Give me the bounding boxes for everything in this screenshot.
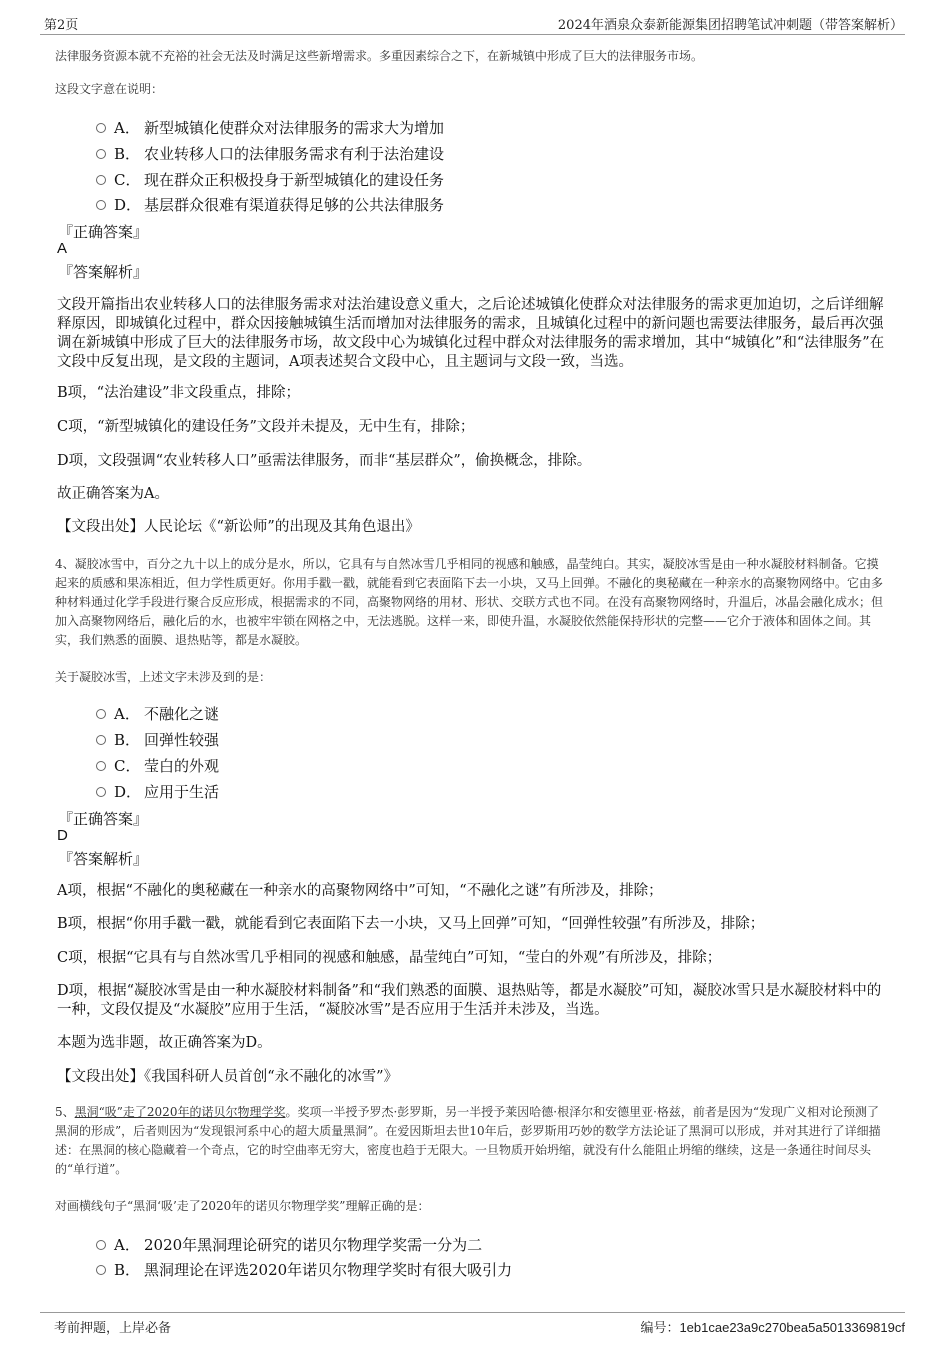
radio-icon[interactable] <box>96 735 106 745</box>
q4-passage: 4、凝胶冰雪中，百分之九十以上的成分是水，所以，它具有与自然冰雪几乎相同的视感和触感，晶莹纯白。其实，凝胶冰雪是由一种水凝胶材料制备。它摸起来的质感和果冻相近，但力学性质更好。你用手戳一戳，就能看到它表面陷下去一小块，又马上回弹。不融化的奥秘藏在一种亲水的高聚物网络中。它由多种材料通过化学手段进行聚合反应形成，根据需求的不同，高聚物网络的用材、形状、交联方式也不同。在没有高聚物网络时，升温后，冰晶会融化成水；但加入高聚物网络后，融化后的水，也被牢牢锁在网格之中，无法逃脱。这样一来，即使升温，水凝胶依然能保持形状的完整——它介于液体和固体之间。其实，我们熟悉的面膜、退热贴等，都是水凝胶。 <box>55 557 884 647</box>
q4-option-b[interactable]: B． 回弹性较强 <box>96 729 219 750</box>
option-text: 回弹性较强 <box>144 731 220 749</box>
q5-passage-rest: 。奖项一半授予罗杰·彭罗斯，另一半授予莱因哈德·根泽尔和安德里亚·格兹，前者是因为“发现广义相对论预测了黑洞的形成”，后者则因为“发现银河系中心的超大质量黑洞”。在爱因斯坦去世10年后，彭罗斯用巧妙的数学方法论证了黑洞可以形成，并对其进行了详细描述：在黑洞的核心隐藏着一个奇点，它的时空曲率无穷大，密度也趋于无限大。一旦物质开始坍缩，就没有什么能阻止坍缩的继续，这是一条通往时间尽头的“单行道”。 <box>55 1105 881 1176</box>
option-text: 应用于生活 <box>144 783 220 801</box>
radio-icon[interactable] <box>96 175 106 185</box>
q5-option-b[interactable]: B． 黑洞理论在评选2020年诺贝尔物理学奖时有很大吸引力 <box>96 1259 512 1280</box>
radio-icon[interactable] <box>96 787 106 797</box>
q4-option-a[interactable]: A． 不融化之谜 <box>96 703 219 724</box>
q3-stem: 这段文字意在说明： <box>55 82 164 96</box>
q3-analysis-b: B项，“法治建设”非文段重点，排除； <box>57 385 300 401</box>
q5-option-a[interactable]: A． 2020年黑洞理论研究的诺贝尔物理学奖需一分为二 <box>96 1234 482 1255</box>
q4-analysis-a: A项，根据“不融化的奥秘藏在一种亲水的高聚物网络中”可知，“不融化之谜”有所涉及，排除； <box>57 883 663 899</box>
option-text: 现在群众正积极投身于新型城镇化的建设任务 <box>144 171 445 189</box>
document-id: 编号：1eb1cae23a9c270bea5a5013369819cf <box>640 1320 905 1335</box>
radio-icon[interactable] <box>96 1240 106 1250</box>
q3-answer: A <box>57 240 68 257</box>
option-text: 不融化之谜 <box>144 705 220 723</box>
q3-source: 【文段出处】人民论坛《“新讼师”的出现及其角色退出》 <box>57 519 420 535</box>
page-number: 第2页 <box>44 18 79 33</box>
option-text: 黑洞理论在评选2020年诺贝尔物理学奖时有很大吸引力 <box>144 1261 513 1279</box>
q4-stem: 关于凝胶冰雪，上述文字未涉及到的是： <box>55 670 272 684</box>
q3-conclusion: 故正确答案为A。 <box>57 486 169 502</box>
option-text: 农业转移人口的法律服务需求有利于法治建设 <box>144 145 445 163</box>
q3-analysis-label: 『答案解析』 <box>58 263 149 281</box>
footer-slogan: 考前押题，上岸必备 <box>54 1321 172 1336</box>
radio-icon[interactable] <box>96 200 106 210</box>
q4-analysis-b: B项，根据“你用手戳一戳，就能看到它表面陷下去一小块，又马上回弹”可知，“回弹性较强”有所涉及，排除； <box>57 916 765 932</box>
q4-option-c[interactable]: C． 莹白的外观 <box>96 755 219 776</box>
q4-answer: D <box>57 827 68 844</box>
option-text: 基层群众很难有渠道获得足够的公共法律服务 <box>144 196 445 214</box>
radio-icon[interactable] <box>96 709 106 719</box>
radio-icon[interactable] <box>96 149 106 159</box>
page-footer <box>40 1312 905 1339</box>
q3-option-b[interactable]: B． 农业转移人口的法律服务需求有利于法治建设 <box>96 143 444 164</box>
q3-option-c[interactable]: C． 现在群众正积极投身于新型城镇化的建设任务 <box>96 169 444 190</box>
q3-option-a[interactable]: A． 新型城镇化使群众对法律服务的需求大为增加 <box>96 117 444 138</box>
option-text: 莹白的外观 <box>144 757 220 775</box>
q3-analysis-c: C项，“新型城镇化的建设任务”文段并未提及，无中生有，排除； <box>57 419 475 435</box>
radio-icon[interactable] <box>96 1265 106 1275</box>
q4-analysis-d: D项，根据“凝胶冰雪是由一种水凝胶材料制备”和“我们熟悉的面膜、退热贴等，都是水凝胶”可知，凝胶冰雪只是水凝胶材料中的一种，文段仅提及“水凝胶”应用于生活，“凝胶冰雪”是否应用于生活并未涉及，当选。 <box>57 983 882 1018</box>
q4-answer-label: 『正确答案』 <box>58 810 149 828</box>
option-text: 新型城镇化使群众对法律服务的需求大为增加 <box>144 119 445 137</box>
q4-source: 【文段出处】《我国科研人员首创“永不融化的冰雪”》 <box>57 1069 399 1085</box>
q3-option-d[interactable]: D． 基层群众很难有渠道获得足够的公共法律服务 <box>96 194 444 215</box>
page-header <box>40 12 905 35</box>
q5-number: 5、 <box>55 1105 75 1119</box>
radio-icon[interactable] <box>96 123 106 133</box>
q3-analysis-main: 文段开篇指出农业转移人口的法律服务需求对法治建设意义重大，之后论述城镇化使群众对法律服务的需求更加迫切，之后详细解释原因，即城镇化过程中，群众因接触城镇生活而增加对法律服务的需求，且城镇化过程中的新问题也需要法律服务，最后再次强调在新城镇中形成了巨大的法律服务市场，故文段中心为城镇化过程中群众对法律服务的需求增加，其中“城镇化”和“法律服务”在文段中反复出现，是文段的主题词，A项表述契合文段中心，且主题词与文段一致，当选。 <box>57 297 885 370</box>
q4-analysis-label: 『答案解析』 <box>58 850 149 868</box>
q3-passage-tail: 法律服务资源本就不充裕的社会无法及时满足这些新增需求。多重因素综合之下，在新城镇中形成了巨大的法律服务市场。 <box>55 49 704 63</box>
q5-passage <box>55 1103 885 1179</box>
q3-analysis-d: D项，文段强调“农业转移人口”亟需法律服务，而非“基层群众”，偷换概念，排除。 <box>57 453 592 469</box>
q3-answer-label: 『正确答案』 <box>58 223 149 241</box>
q5-underlined-sentence: 黑洞“吸”走了2020年的诺贝尔物理学奖 <box>74 1105 286 1119</box>
radio-icon[interactable] <box>96 761 106 771</box>
q5-stem: 对画横线句子“黑洞‘吸’走了2020年的诺贝尔物理学奖”理解正确的是： <box>55 1199 430 1213</box>
option-text: 2020年黑洞理论研究的诺贝尔物理学奖需一分为二 <box>144 1236 483 1254</box>
document-title: 2024年酒泉众泰新能源集团招聘笔试冲刺题（带答案解析） <box>557 18 903 33</box>
q4-conclusion: 本题为选非题，故正确答案为D。 <box>57 1035 272 1051</box>
q4-analysis-c: C项，根据“它具有与自然冰雪几乎相同的视感和触感，晶莹纯白”可知，“莹白的外观”有所涉及，排除； <box>57 950 722 966</box>
q4-option-d[interactable]: D． 应用于生活 <box>96 781 219 802</box>
